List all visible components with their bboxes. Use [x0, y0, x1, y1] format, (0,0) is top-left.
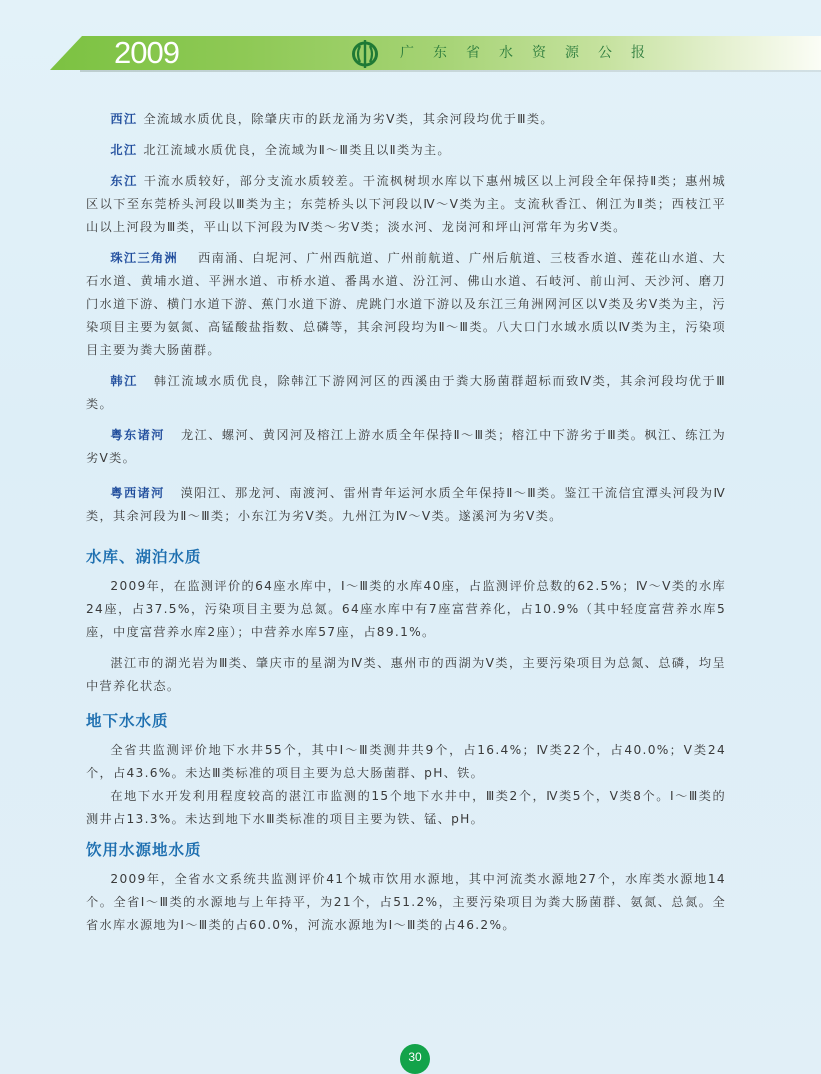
river-description: 龙江、螺河、黄冈河及榕江上游水质全年保持Ⅱ～Ⅲ类；榕江中下游劣于Ⅲ类。枫江、练江为劣Ⅴ类。	[86, 428, 727, 465]
lake-paragraph: 湛江市的湖光岩为Ⅲ类、肇庆市的星湖为Ⅳ类、惠州市的西湖为Ⅴ类，主要污染项目为总氮、总磷，均呈中营养化状态。	[86, 656, 726, 693]
river-description: 漠阳江、那龙河、南渡河、雷州青年运河水质全年保持Ⅱ～Ⅲ类。鉴江干流信宜潭头河段为Ⅳ类，其余河段为Ⅱ～Ⅲ类；小东江为劣Ⅴ类。九州江为Ⅳ～Ⅴ类。遂溪河为劣Ⅴ类。	[86, 486, 726, 523]
drinking-water-paragraph: 2009年，全省水文系统共监测评价41个城市饮用水源地，其中河流类水源地27个，水库类水源地14个。全省Ⅰ～Ⅲ类的水源地与上年持平，为21个，占51.2%，主要污染项目为粪大肠菌群、氨氮、总氮。全省水库水源地为Ⅰ～Ⅲ类的占60.0%，河流水源地为Ⅰ～Ⅲ类的占46.2%。	[86, 872, 726, 932]
river-description: 全流域水质优良，除肇庆市的跃龙涌为劣Ⅴ类，其余河段均优于Ⅲ类。	[143, 112, 554, 126]
river-paragraph-beijiang	[86, 139, 726, 162]
river-name: 粤东诸河	[110, 428, 165, 442]
river-name: 东江	[110, 174, 138, 188]
river-name: 粤西诸河	[110, 486, 165, 500]
river-paragraph-hanjiang	[86, 370, 726, 416]
river-description: 干流水质较好，部分支流水质较差。干流枫树坝水库以下惠州城区以上河段全年保持Ⅱ类；惠州城区以下至东莞桥头河段以Ⅲ类为主；东莞桥头以下河段以Ⅳ～Ⅴ类为主。支流秋香江、俐江为Ⅱ类；西枝江平山以上河段为Ⅲ类，平山以下河段为Ⅳ类～劣Ⅴ类；淡水河、龙岗河和坪山河常年为劣Ⅴ类。	[86, 174, 726, 234]
river-name: 珠江三角洲	[110, 251, 179, 265]
header-banner	[50, 36, 821, 70]
document-body	[86, 108, 726, 945]
report-title: 广东省水资源公报	[400, 45, 664, 61]
river-paragraph-east-rivers	[86, 424, 726, 470]
river-description: 西南涌、白坭河、广州西航道、广州前航道、广州后航道、三枝香水道、莲花山水道、大石水道、黄埔水道、平洲水道、市桥水道、番禺水道、汾江河、佛山水道、石岐河、前山河、天沙河、磨刀门水道下游、横门水道下游、蕉门水道下游、虎跳门水道下游以及东江三角洲网河区以Ⅴ类及劣Ⅴ类为主，污染项目主要为氨氮、高锰酸盐指数、总磷等，其余河段均为Ⅱ～Ⅲ类。八大口门水域水质以Ⅳ类为主，污染项目主要为粪大肠菌群。	[86, 251, 727, 357]
river-paragraph-xijiang	[86, 108, 726, 131]
groundwater-paragraph: 全省共监测评价地下水井55个，其中Ⅰ～Ⅲ类测井共9个，占16.4%；Ⅳ类22个，占40.0%；Ⅴ类24个，占43.6%。未达Ⅲ类标准的项目主要为总大肠菌群、pH、铁。	[86, 743, 726, 780]
reservoir-paragraph: 2009年，在监测评价的64座水库中，Ⅰ～Ⅲ类的水库40座，占监测评价总数的62.5%；Ⅳ～Ⅴ类的水库24座，占37.5%，污染项目主要为总氮。64座水库中有7座富营养化，占10.9%（其中轻度富营养水库5座，中度富营养水库2座）；中营养水库57座，占89.1%。	[86, 579, 726, 639]
river-description: 韩江流域水质优良，除韩江下游网河区的西溪由于粪大肠菌群超标而致Ⅳ类，其余河段均优于Ⅲ类。	[86, 374, 726, 411]
river-name: 北江	[110, 143, 138, 157]
river-name: 西江	[110, 112, 138, 126]
water-resources-logo-icon	[351, 39, 379, 69]
river-paragraph-pearl-delta	[86, 247, 726, 362]
section-title-drinking-water: 饮用水源地水质	[86, 841, 202, 859]
groundwater-zhanjiang-paragraph: 在地下水开发利用程度较高的湛江市监测的15个地下水井中，Ⅲ类2个，Ⅳ类5个，Ⅴ类8个。Ⅰ～Ⅲ类的测井占13.3%。未达到地下水Ⅲ类标准的项目主要为铁、锰、pH。	[86, 789, 726, 826]
river-paragraph-west-rivers	[86, 482, 726, 528]
section-title-groundwater: 地下水水质	[86, 712, 169, 730]
river-description: 北江流域水质优良，全流域为Ⅱ～Ⅲ类且以Ⅱ类为主。	[143, 143, 451, 157]
report-year: 2009	[114, 35, 179, 70]
section-title-reservoirs: 水库、湖泊水质	[86, 548, 202, 566]
banner-shadow	[80, 70, 821, 72]
river-paragraph-dongjiang	[86, 170, 726, 239]
river-name: 韩江	[110, 374, 138, 388]
page-number-badge: 30	[400, 1044, 430, 1074]
